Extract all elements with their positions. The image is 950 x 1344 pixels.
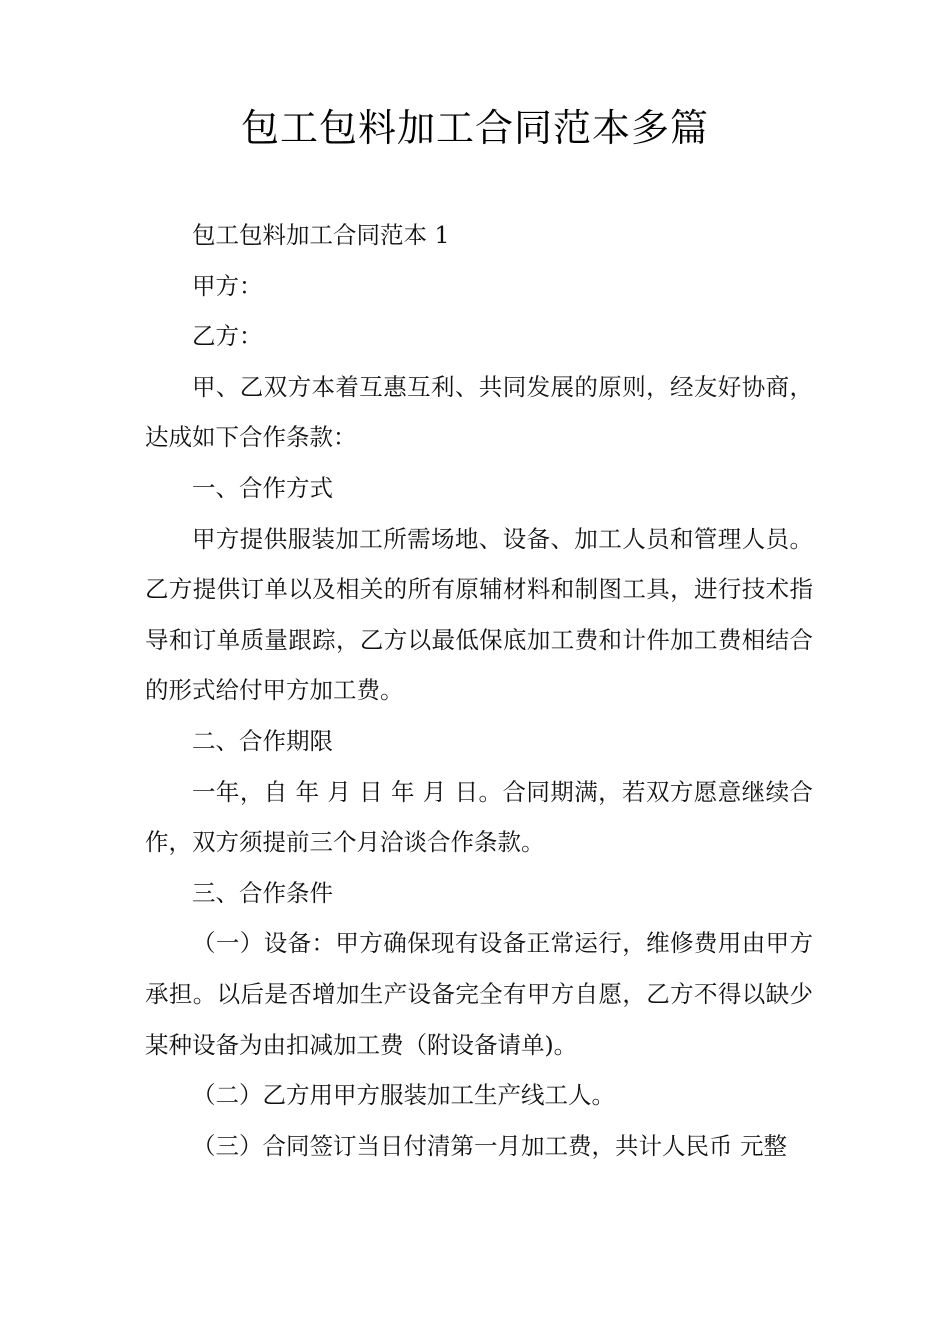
clause-heading-cooperation-conditions: 三、合作条件	[192, 878, 333, 907]
condition-item-equipment: （一）设备：甲方确保现有设备正常运行，维修费用由甲方承担。以后是否增加生产设备完全有甲方自愿，乙方不得以缺少某种设备为由扣减加工费（附设备请单)。	[145, 929, 813, 1059]
section-heading: 包工包料加工合同范本 1	[192, 221, 450, 249]
cooperation-term-paragraph: 一年，自 年 月 日 年 月 日。合同期满，若双方愿意继续合作，双方须提前三个月洽谈合作条款。	[145, 777, 813, 857]
party-a-label: 甲方：	[192, 271, 263, 300]
party-b-label: 乙方：	[192, 322, 263, 351]
document-title: 包工包料加工合同范本多篇	[240, 106, 709, 150]
preamble-paragraph: 甲、乙双方本着互惠互利、共同发展的原则，经友好协商，达成如下合作条款：	[145, 372, 813, 452]
condition-item-workers: （二）乙方用甲方服装加工生产线工人。	[192, 1081, 615, 1110]
clause-heading-cooperation-mode: 一、合作方式	[192, 473, 333, 502]
clause-heading-cooperation-term: 二、合作期限	[192, 726, 333, 755]
document-body	[145, 210, 813, 1171]
cooperation-mode-paragraph: 甲方提供服装加工所需场地、设备、加工人员和管理人员。乙方提供订单以及相关的所有原辅材料和制图工具，进行技术指导和订单质量跟踪，乙方以最低保底加工费和计件加工费相结合的形式给付甲方加工费。	[145, 524, 813, 705]
condition-item-payment: （三）合同签订当日付清第一月加工费，共计人民币 元整	[192, 1131, 787, 1160]
